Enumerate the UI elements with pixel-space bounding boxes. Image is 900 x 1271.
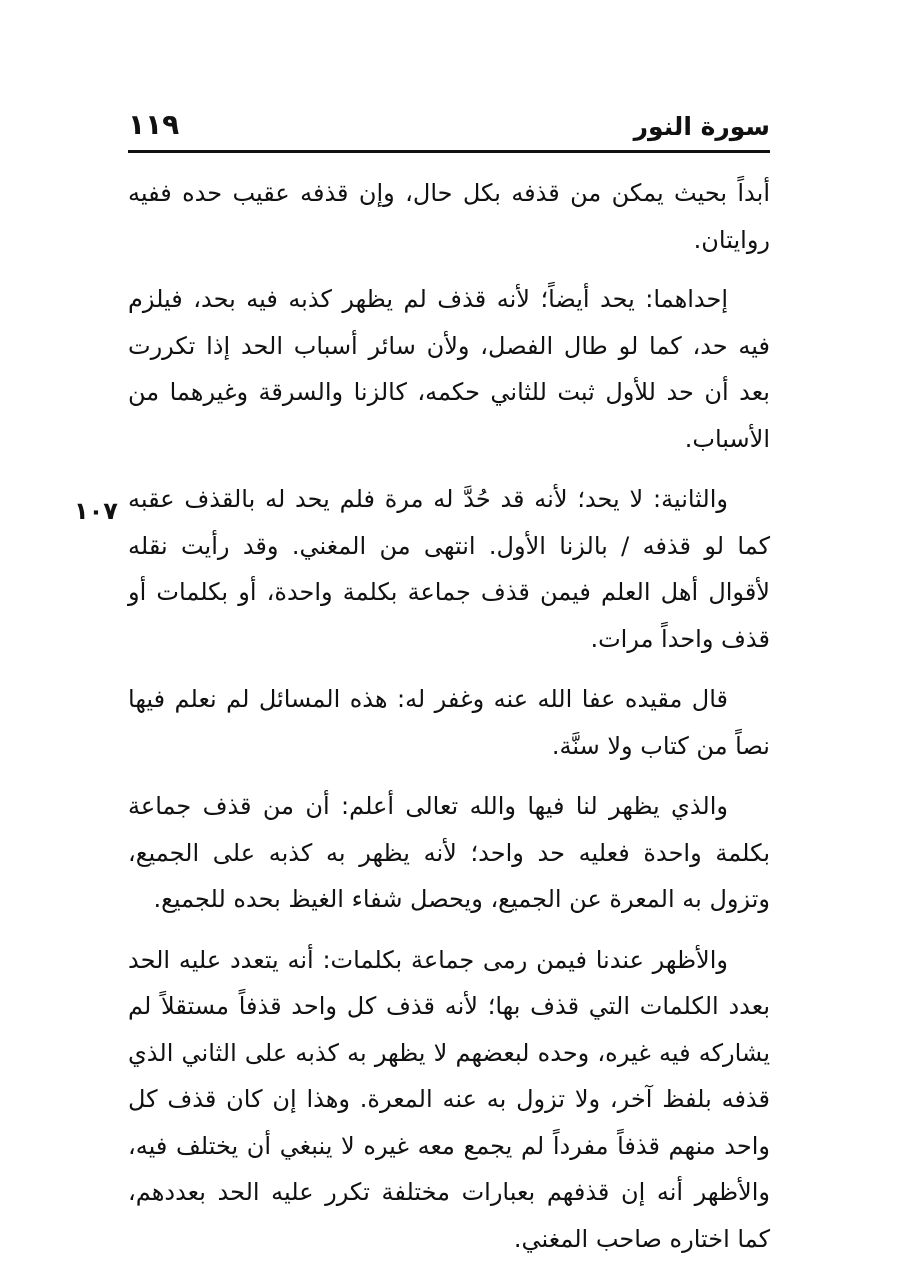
paragraph-3: والثانية: لا يحد؛ لأنه قد حُدَّ له مرة فلم يحد له بالقذف عقبه كما لو قذفه / بالزنا الأول. انتهى من المغني. وقد رأيت نقله لأقوال أهل العلم فيمن قذف جماعة بكلمة واحدة، أو بكلمات أو قذف واحداً مرات.: [128, 485, 770, 653]
paragraph-1: أبداً بحيث يمكن من قذفه بكل حال، وإن قذفه عقيب حده ففيه روايتان.: [128, 179, 770, 254]
body-text: [128, 170, 770, 1262]
paragraph-4: قال مقيده عفا الله عنه وغفر له: هذه المسائل لم نعلم فيها نصاً من كتاب ولا سنَّة.: [128, 685, 770, 760]
header-divider: [128, 150, 770, 153]
margin-page-reference: ١٠٧: [74, 497, 118, 525]
page-header: [128, 108, 770, 148]
paragraph-2: إحداهما: يحد أيضاً؛ لأنه قذف لم يظهر كذبه فيه بحد، فيلزم فيه حد، كما لو طال الفصل، ولأن سائر أسباب الحد إذا تكررت بعد أن حد للأول ثبت للثاني حكمه، كالزنا والسرقة وغيرهما من الأسباب.: [128, 285, 770, 453]
paragraph-6: والأظهر عندنا فيمن رمى جماعة بكلمات: أنه يتعدد عليه الحد بعدد الكلمات التي قذف بها؛ لأنه قذف كل واحد قذفاً مستقلاً لم يشاركه فيه غيره، وحده لبعضهم لا يظهر به كذبه على الثاني الذي قذفه بلفظ آخر، ولا تزول به عنه المعرة. وهذا إن كان قذف كل واحد منهم قذفاً مفرداً لم يجمع معه غيره لا ينبغي أن يختلف فيه، والأظهر أنه إن قذفهم بعبارات مختلفة تكرر عليه الحد بعددهم، كما اختاره صاحب المغني.: [128, 945, 770, 1253]
paragraph-5: والذي يظهر لنا فيها والله تعالى أعلم: أن من قذف جماعة بكلمة واحدة فعليه حد واحد؛ لأنه يظهر به كذبه على الجميع، وتزول به المعرة عن الجميع، ويحصل شفاء الغيظ بحده للجميع.: [128, 792, 770, 913]
page-number: ١١٩: [128, 108, 180, 141]
chapter-title: سورة النور: [633, 112, 770, 141]
